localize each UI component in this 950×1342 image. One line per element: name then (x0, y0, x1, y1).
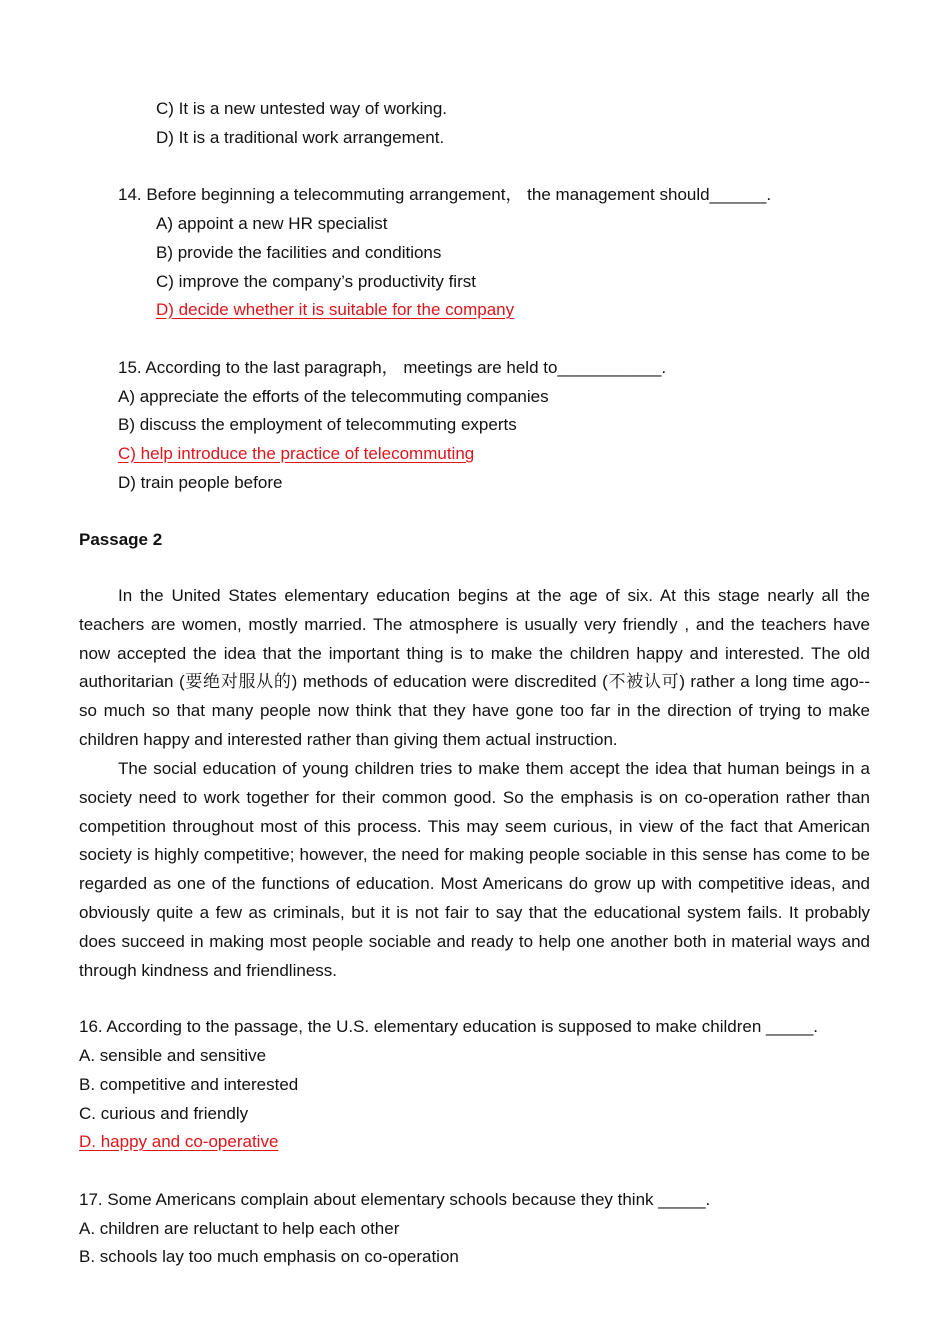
passage-paragraph-2: The social education of young children tries to make them accept the idea that human beings in a society need to work together for their common good. So the emphasis is on co-operation rather than competition throughout most of this process. This may seem curious, in view of the fact that American society is highly competitive; however, the need for making people sociable in this sense has come to be regarded as one of the functions of education. Most Americans do grow up with competitive ideas, and obviously quite a few as criminals, but it is not fair to say that the educational system fails. It probably does succeed in making most people sociable and ready to help one another both in material ways and through kindness and friendliness. (79, 759, 870, 980)
q16-option-c: C. curious and friendly (79, 1104, 249, 1123)
q13-option-c: C) It is a new untested way of working. (156, 99, 448, 118)
q14-option-a: A) appoint a new HR specialist (156, 214, 388, 233)
q15-option-c-answer: C) help introduce the practice of telecommuting (118, 444, 475, 463)
q15-option-d: D) train people before (118, 473, 283, 492)
passage-paragraph-1: In the United States elementary education begins at the age of six. At this stage nearly all the teachers are women, mostly married. The atmosphere is usually very friendly , and the teachers have now accepted the idea that the important thing is to make the children happy and interested. The old authoritarian (要绝对服从的) methods of education were discredited (不被认可) rather a long time ago--so much so that many people now think that they have gone too far in the direction of trying to make children happy and interested rather than giving them actual instruction. (79, 586, 870, 749)
q15-option-a: A) appreciate the efforts of the telecommuting companies (118, 387, 549, 406)
q16-question: 16. According to the passage, the U.S. elementary education is supposed to make children _____. (79, 1017, 819, 1036)
q15-option-b: B) discuss the employment of telecommuting experts (118, 415, 517, 434)
q14-question: 14. Before beginning a telecommuting arrangement， the management should______. (118, 185, 772, 204)
q16-option-b: B. competitive and interested (79, 1075, 299, 1094)
q17-option-b: B. schools lay too much emphasis on co-operation (79, 1247, 459, 1266)
q14-option-d-answer: D) decide whether it is suitable for the company (156, 300, 515, 319)
q16-option-a: A. sensible and sensitive (79, 1046, 267, 1065)
passage-heading: Passage 2 (79, 530, 163, 549)
q17-question: 17. Some Americans complain about elementary schools because they think _____. (79, 1190, 711, 1209)
q15-question: 15. According to the last paragraph， meetings are held to___________. (118, 358, 667, 377)
q14-option-c: C) improve the company’s productivity first (156, 272, 476, 291)
q17-option-a: A. children are reluctant to help each other (79, 1219, 400, 1238)
q16-option-d-answer: D. happy and co-operative (79, 1132, 279, 1151)
q14-option-b: B) provide the facilities and conditions (156, 243, 442, 262)
q13-option-d: D) It is a traditional work arrangement. (156, 128, 445, 147)
